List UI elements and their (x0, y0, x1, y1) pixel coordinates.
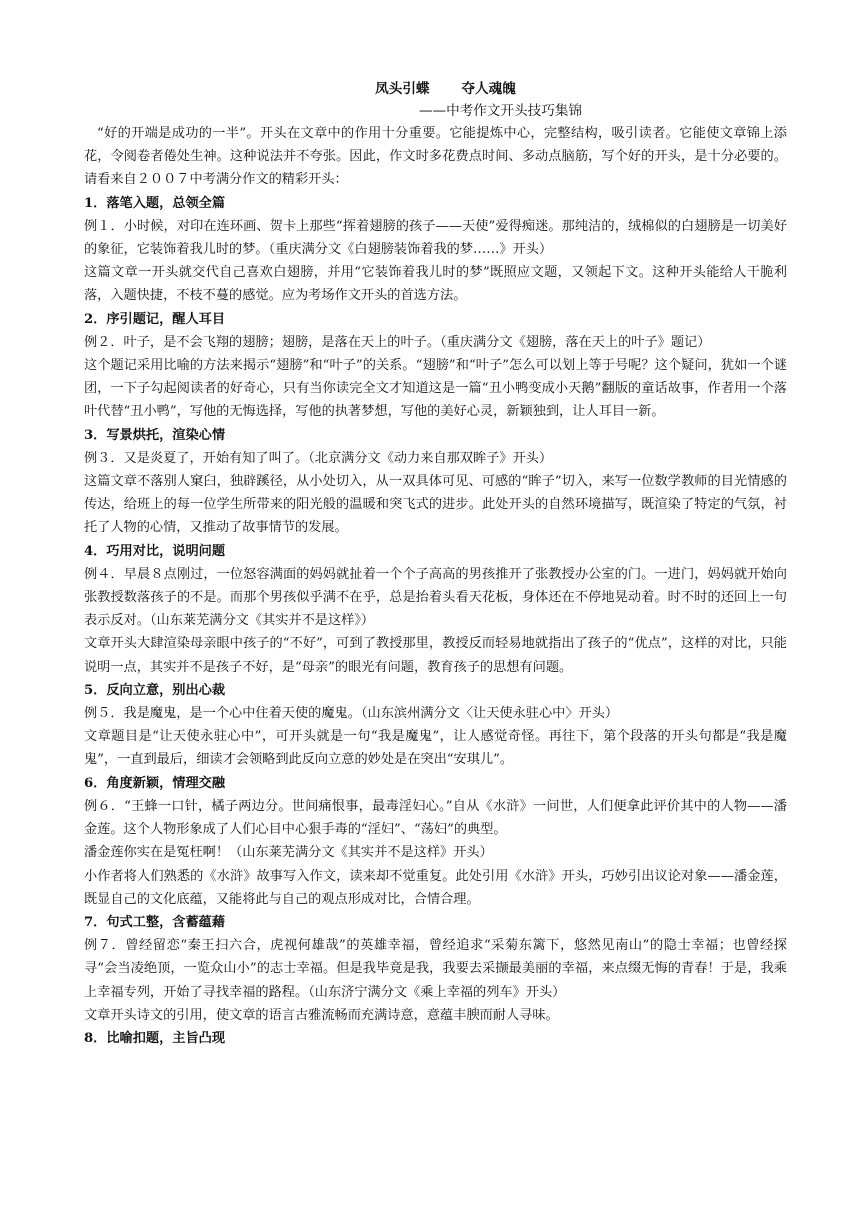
document-subtitle: ——中考作文开头技巧集锦 (418, 103, 583, 119)
section-heading: 7．句式工整，含蓄蕴藉 (84, 914, 226, 930)
section-heading: 6．角度新颖，情理交融 (84, 775, 226, 791)
example-paragraph: 例７．曾经留恋“秦王扫六合，虎视何雄哉”的英雄幸福，曾经追求“采菊东篱下，悠然见南山”的隐士幸福；也曾经探寻“会当凌绝顶，一览众山小”的志士幸福。但是我毕竟是我，我要去采撷最美丽的幸福，来点缀无悔的青春！于是，我乘上幸福专列，开始了寻找幸福的路程。（山东济宁满分文《乘上幸福的列车》开头） (84, 938, 787, 1000)
analysis-paragraph: 文章开头诗文的引用，使文章的语言古雅流畅而充满诗意，意蕴丰腴而耐人寻味。 (84, 1007, 559, 1023)
section-heading: 4．巧用对比，说明问题 (84, 543, 226, 559)
document-title: 凤头引蝶 夺人魂魄 (375, 81, 516, 97)
section-5 (84, 679, 787, 772)
section-8 (84, 1027, 787, 1050)
section-heading: 1．落笔入题，总领全篇 (84, 195, 226, 211)
section-heading: 3．写景烘托，渲染心情 (84, 427, 226, 443)
example-paragraph: 潘金莲你实在是冤枉啊！（山东莱芜满分文《其实并不是这样》开头） (84, 845, 493, 861)
example-paragraph: 例６．“王蜂一口针，橘子两边分。世间痛恨事，最毒淫妇心。”自从《水浒》一问世，人们便拿此评价其中的人物——潘金莲。这个人物形象成了人们心目中心狠手毒的“淫妇”、“荡妇”的典型。 (84, 798, 787, 838)
analysis-paragraph: 这篇文章一开头就交代自己喜欢白翅膀，并用“它装饰着我儿时的梦”既照应文题，又领起下文。这种开头能给人干脆利落，入题快捷，不枝不蔓的感觉。应为考场作文开头的首选方法。 (84, 265, 787, 304)
example-paragraph: 例２．叶子，是不会飞翔的翅膀；翅膀，是落在天上的叶子。（重庆满分文《翅膀，落在天上的叶子》题记） (84, 334, 711, 350)
section-1 (84, 192, 787, 308)
example-paragraph: 例３．又是炎夏了，开始有知了叫了。（北京满分文《动力来自那双眸子》开头） (84, 450, 553, 466)
analysis-paragraph: 这篇文章不落别人窠臼，独辟蹊径，从小处切入，从一双具体可见、可感的“眸子”切入，来写一位数学教师的目光情感的传达，给班上的每一位学生所带来的阳光般的温暖和突飞式的进步。此处开头的自然环境描写，既渲染了特定的气氛，衬托了人物的心情，又推动了故事情节的发展。 (84, 474, 787, 536)
intro-paragraph: “好的开端是成功的一半”。开头在文章中的作用十分重要。它能提炼中心，完整结构，吸引读者。它能使文章锦上添花，令阅卷者倦处生神。这种说法并不夸张。因此，作文时多花费点时间、多动点脑筋，写个好的开头，是十分必要的。请看来自２００７中考满分作文的精彩开头： (84, 126, 787, 188)
section-2 (84, 308, 787, 424)
section-heading: 2．序引题记，醒人耳目 (84, 311, 226, 327)
section-3 (84, 424, 787, 540)
section-heading: 5．反向立意，别出心裁 (84, 682, 226, 698)
example-paragraph: 例５．我是魔鬼，是一个心中住着天使的魔鬼。（山东滨州满分文〈让天使永驻心中〉开头） (84, 706, 619, 722)
example-paragraph: 例４．早晨８点刚过，一位怒容满面的妈妈就扯着一个个子高高的男孩推开了张教授办公室的门。一进门，妈妈就开始向张教授数落孩子的不是。而那个男孩似乎满不在乎，总是抬着头看天花板，身体还在不停地晃动着。时不时的还回上一句表示反对。（山东莱芜满分文《其实并不是这样》） (84, 566, 787, 629)
analysis-paragraph: 文章题目是“让天使永驻心中”，可开头就是一句“我是魔鬼”，让人感觉奇怪。再往下，第个段落的开头句都是“我是魔鬼”，一直到最后，细读才会领略到此反向立意的妙处是在突出“安琪儿”。 (84, 729, 787, 768)
analysis-paragraph: 文章开头大肆渲染母亲眼中孩子的“不好”，可到了教授那里，教授反而轻易地就指出了孩子的“优点”，这样的对比，只能说明一点，其实并不是孩子不好，是“母亲”的眼光有问题，教育孩子的思想有问题。 (84, 636, 787, 675)
section-heading: 8．比喻扣题，主旨凸现 (84, 1030, 226, 1046)
analysis-paragraph: 这个题记采用比喻的方法来揭示“翅膀”和“叶子”的关系。“翅膀”和“叶子”怎么可以划上等于号呢？这个疑问，犹如一个谜团，一下子勾起阅读者的好奇心，只有当你读完全文才知道这是一篇“丑小鸭变成小天鹅”翻版的童话故事，作者用一个落叶代替“丑小鸭”，写他的无悔选择，写他的执著梦想，写他的美好心灵，新颖独到，让人耳目一新。 (84, 358, 787, 420)
section-7 (84, 911, 787, 1027)
example-paragraph: 例１．小时候，对印在连环画、贺卡上那些“挥着翅膀的孩子——天使”爱得痴迷。那纯洁的，绒棉似的白翅膀是一切美好的象征，它装饰着我儿时的梦。（重庆满分文《白翅膀装饰着我的梦……》开头） (84, 218, 787, 258)
analysis-paragraph: 小作者将人们熟悉的《水浒》故事写入作文，读来却不觉重复。此处引用《水浒》开头，巧妙引出议论对象——潘金莲，既显自己的文化底蕴，又能将此与自己的观点形成对比，合情合理。 (84, 868, 787, 907)
section-4 (84, 540, 787, 679)
section-6 (84, 772, 787, 911)
